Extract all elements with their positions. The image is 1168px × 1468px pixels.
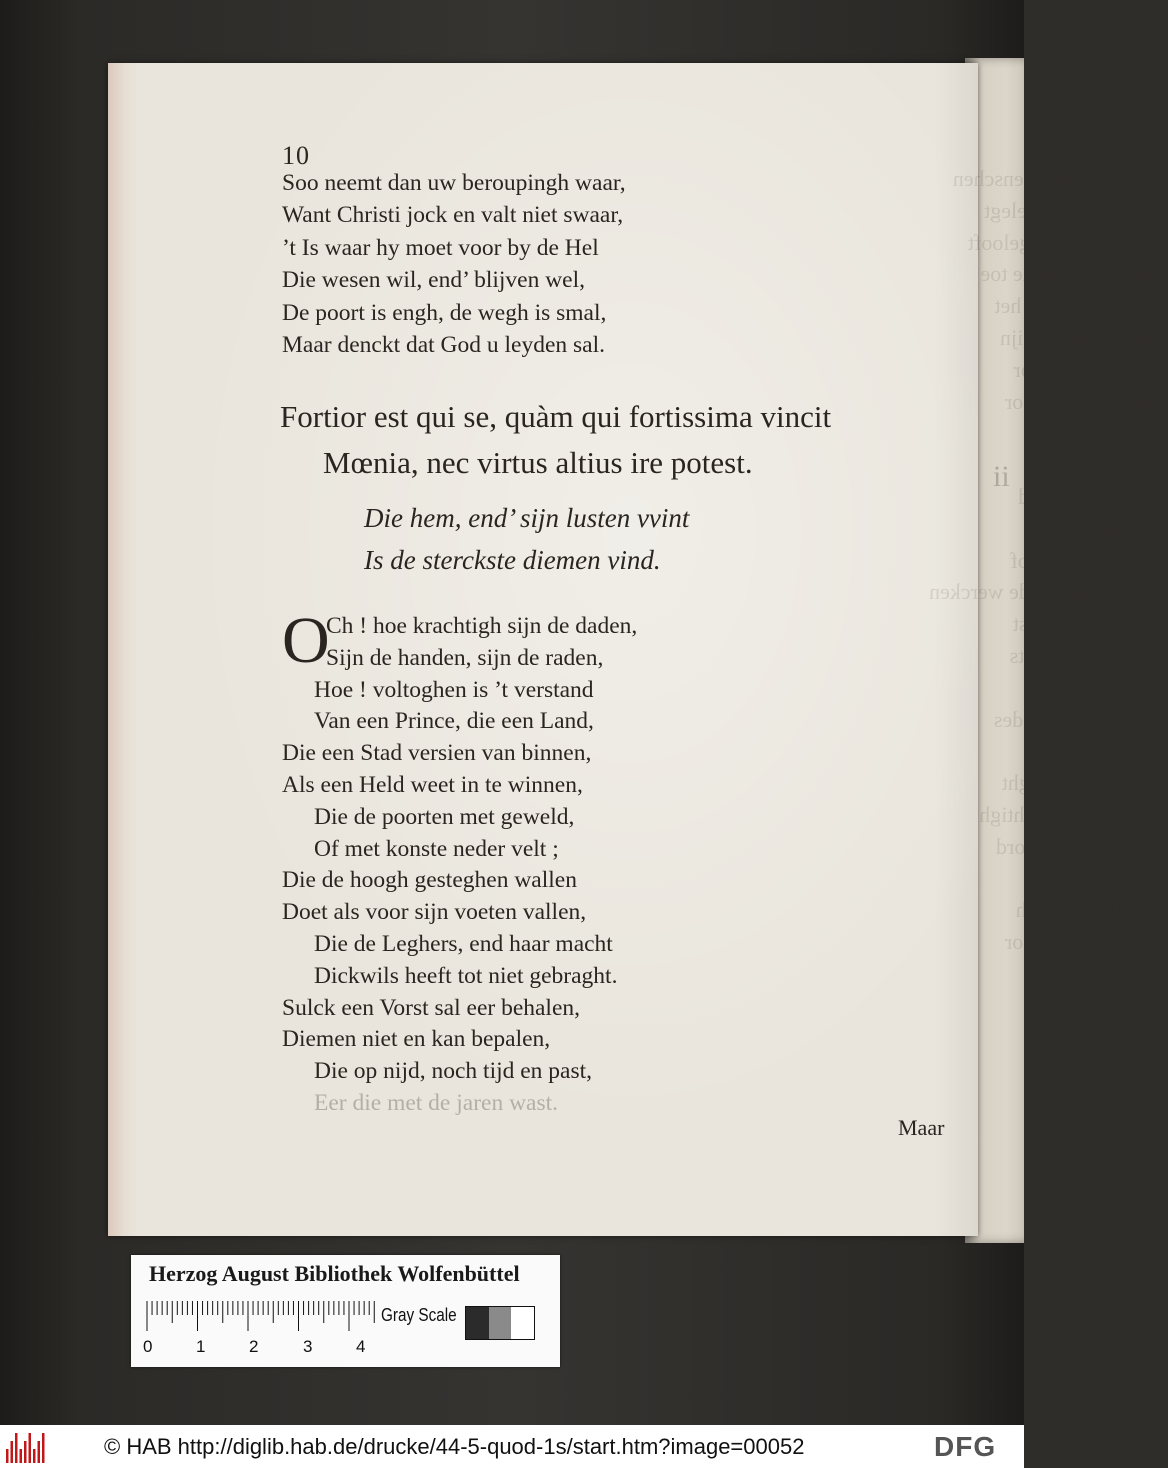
show-through-line: De tochten van bbox=[1034, 674, 1168, 700]
verse-line: Maar denckt dat God u leyden sal. bbox=[282, 331, 606, 358]
colour-calibration-card bbox=[131, 1255, 560, 1367]
poem-line: Die op nijd, noch tijd en past, bbox=[314, 1058, 593, 1085]
logo-bar bbox=[15, 1433, 18, 1463]
show-through-line: Dat stadigh goede wercken bbox=[929, 579, 1168, 605]
poem-line: Eer die met de jaren wast. bbox=[314, 1089, 559, 1116]
poem-line: Doet als voor sijn voeten vallen, bbox=[282, 899, 587, 926]
show-through-line: Een yder sijn bbox=[1051, 1088, 1168, 1114]
latin-motto bbox=[280, 394, 831, 486]
poem-line: Van een Prince, die een Land, bbox=[314, 708, 594, 735]
poem bbox=[282, 604, 638, 1120]
verse-line: De poort is engh, de wegh is smal, bbox=[282, 299, 607, 326]
logo-bar bbox=[29, 1433, 32, 1463]
poem-line: Die de poorten met geweld, bbox=[314, 803, 575, 830]
poem-line: Dickwils heeft tot niet gebraght. bbox=[314, 962, 618, 989]
show-through-line: Of soo hy hinde het bbox=[994, 293, 1168, 319]
show-through-line: Hem dees genade toe bbox=[980, 261, 1168, 287]
verse-line: Die wesen wil, end’ blijven wel, bbox=[282, 267, 586, 294]
footer-bar bbox=[0, 1425, 1024, 1468]
logo-bar bbox=[6, 1449, 9, 1463]
poem-line: Sijn de handen, sijn de raden, bbox=[326, 644, 604, 671]
show-through-line: Maar lever naar des bbox=[993, 706, 1168, 732]
logo-bar bbox=[38, 1441, 41, 1463]
drop-cap: O bbox=[282, 604, 330, 677]
poem-line: Hoe ! voltoghen is ’t verstand bbox=[314, 676, 594, 703]
ruler-number: 2 bbox=[249, 1337, 259, 1356]
source-url-link[interactable]: © HAB http://diglib.hab.de/drucke/44-5-quod-1s/start.htm?image=00052 bbox=[104, 1434, 805, 1459]
logo-bar bbox=[33, 1449, 36, 1463]
ruler-number: 0 bbox=[143, 1337, 153, 1356]
logo-bar bbox=[20, 1449, 23, 1463]
gray-scale-patches bbox=[465, 1306, 535, 1340]
gray-scale-label: Gray Scale bbox=[381, 1305, 457, 1325]
show-through-line: Hem weder tot sijn bbox=[999, 324, 1168, 350]
show-through-line: Wordt verkondight bbox=[1001, 770, 1168, 796]
page-number: 10 bbox=[282, 141, 310, 170]
ruler-number: 4 bbox=[356, 1337, 366, 1356]
gray-patch bbox=[489, 1307, 512, 1339]
gray-patch bbox=[466, 1307, 489, 1339]
opening-verse bbox=[282, 167, 626, 361]
show-through-line: Want God wil bbox=[1045, 420, 1168, 446]
catchword: Maar bbox=[898, 1115, 945, 1140]
show-through-line: Sijn gaven bbox=[1074, 452, 1168, 478]
show-through-line: Niet dat ghy door bbox=[1013, 356, 1168, 382]
poem-line: Die een Stad versien van binnen, bbox=[282, 740, 592, 767]
library-name: Herzog August Bibliothek Wolfenbüttel bbox=[149, 1261, 520, 1286]
poem-line: Ch ! hoe krachtigh sijn de daden, bbox=[326, 613, 638, 639]
verse-line: ’t Is waar hy moet voor by de Hel bbox=[282, 234, 599, 261]
facing-page-fragment: ii bbox=[993, 460, 1010, 493]
show-through-line: Die heden nu voor bbox=[1004, 929, 1168, 955]
show-through-text bbox=[908, 163, 1168, 1149]
logo-bar bbox=[11, 1441, 14, 1463]
gray-patch bbox=[511, 1307, 534, 1339]
show-through-line: Dat God hem toelegt bbox=[984, 197, 1168, 223]
show-through-line: 800 bbox=[1135, 1119, 1168, 1145]
poem-line: Sulck een Vorst sal eer behalen, bbox=[282, 994, 581, 1021]
show-through-line: Dat uwen sin-lust bbox=[1012, 611, 1168, 637]
logo-bar bbox=[24, 1441, 27, 1463]
show-through-line: Die ons hier bbox=[1060, 1024, 1168, 1050]
show-through-line: End dat wy bbox=[1067, 515, 1168, 541]
show-through-line: Dat ghy sijn Woord bbox=[996, 833, 1168, 859]
show-through-line: Daarom uw hert bbox=[1025, 865, 1168, 891]
italic-couplet bbox=[364, 497, 689, 581]
poem-line: Of met konste neder velt ; bbox=[314, 835, 559, 862]
hab-logo-icon[interactable] bbox=[6, 1429, 48, 1463]
motto-line: Fortior est qui se, quàm qui fortissima vincit bbox=[280, 399, 832, 434]
show-through-line: God tredt u krachtigh bbox=[979, 801, 1168, 827]
show-through-line: Dat ghy nu voorts bbox=[1009, 642, 1168, 668]
motto-line: Mœnia, nec virtus altius ire potest. bbox=[323, 445, 753, 480]
ruler-number: 3 bbox=[303, 1337, 313, 1356]
poem-line: Diemen niet en kan bepalen, bbox=[282, 1026, 551, 1053]
logo-bar bbox=[42, 1433, 45, 1463]
ruler-scale bbox=[145, 1301, 377, 1335]
poem-line: Die de hoogh gesteghen wallen bbox=[282, 867, 577, 894]
verse-line: Soo neemt dan uw beroupingh waar, bbox=[282, 170, 626, 196]
poem-line: Die de Leghers, end haar macht bbox=[314, 930, 613, 957]
poem-line: Als een Held weet in te winnen, bbox=[282, 771, 583, 798]
show-through-line: Indien hy't niet gelooft bbox=[967, 229, 1168, 255]
show-through-line: Wat helpt den menschen bbox=[952, 166, 1168, 191]
show-through-line: Maer dat ghy door bbox=[1004, 388, 1168, 414]
ruler-number: 1 bbox=[196, 1337, 206, 1356]
show-through-line: Dat wy tot spoed bbox=[1018, 483, 1168, 509]
show-through-line: Naar 't leven dat bbox=[1024, 1056, 1168, 1082]
couplet-line: Is de sterckste diemen vind. bbox=[364, 545, 661, 575]
dfg-logo-icon[interactable]: DFG bbox=[934, 1431, 997, 1462]
show-through-line: Nu die Geloof bbox=[1042, 738, 1168, 764]
show-through-line: Daar en is noch bbox=[1030, 992, 1168, 1018]
show-through-line: Niet langher als bbox=[1028, 960, 1168, 986]
show-through-line: Dewijl hy u noch bbox=[1015, 897, 1168, 923]
couplet-line: Die hem, end’ sijn lusten vvint bbox=[364, 503, 690, 533]
show-through-line: Doch dick Geloof bbox=[1010, 547, 1168, 573]
verse-line: Want Christi jock en valt niet swaar, bbox=[282, 202, 624, 229]
